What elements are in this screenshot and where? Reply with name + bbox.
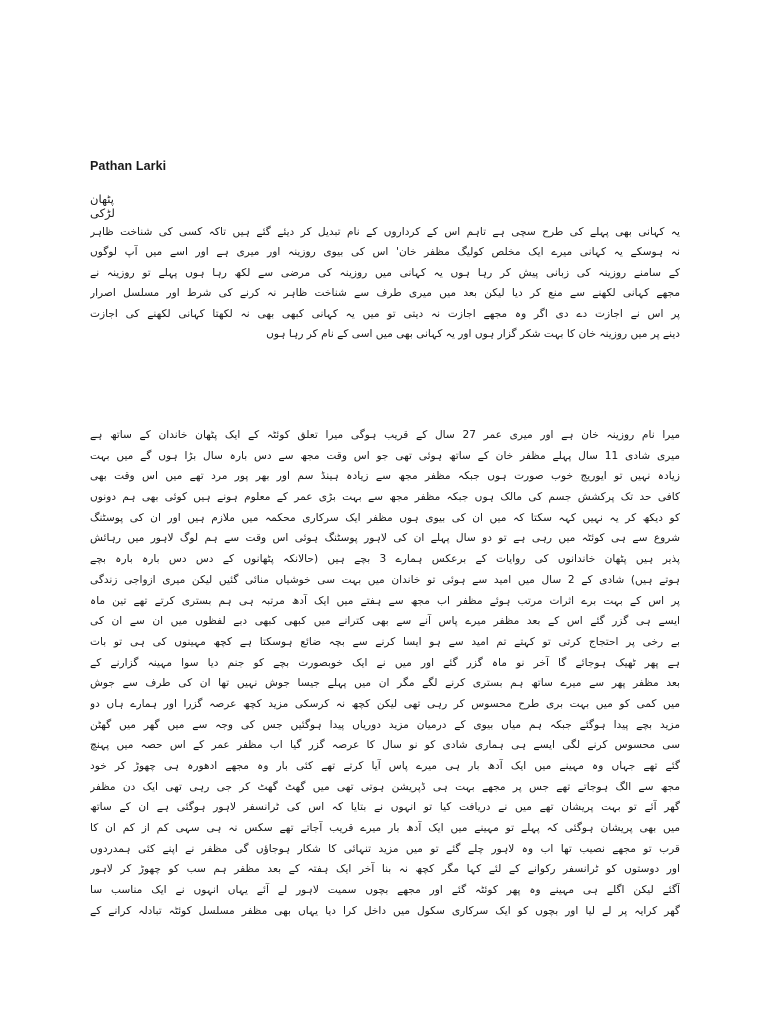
story-line: پر اس کے بہت برے اثرات مرتب ہوئے مظفر اب مجھ سے ہفتے میں ایک آدھ مرتبہ ہی ہم بستری کرتے تھے تین ماہ: [90, 594, 680, 607]
intro-line: کے سامنے روزینہ کی زبانی پیش کر رہا ہوں یہ کہانی میں روزینہ کی مرضی سے لکھ رہا ہوں پہلے تو روزینہ نے: [90, 266, 680, 279]
story-line: میرا نام روزینہ خان ہے اور میری عمر 27 سال کے قریب ہوگی میرا تعلق کوئٹہ کے ایک پٹھان خاندان کے ساتھ ہے: [90, 429, 680, 441]
story-line: گھر آئے تو بہت پریشان تھے میں نے دریافت کیا تو انہوں نے بتایا کہ اس کی ٹرانسفر لاہور ہوگئی ہے ان کے ساتھ: [90, 801, 680, 814]
story-line: گئے تھے جہاں وہ مہینے میں ایک آدھ بار ہی میرے پاس آیا کرتے تھے کئی بار وہ مجھے ادھورہ ہی چھوڑ کر خود: [90, 760, 680, 772]
intro-line: نہ ہوسکے یہ کہانی میرے ایک مخلص کولیگ مظفر خان' اس کی بیوی روزینہ اور میری ہے اور اسے میں آپ لوگوں: [90, 246, 680, 259]
story-paragraph: [90, 425, 680, 922]
story-line: شروع سے ہی کوئٹہ میں رہی ہے تو دو سال پہلے ان کی لاہور پوسٹنگ ہوئی اس وقت سے ہم لوگ لاہور میں رہائش: [90, 532, 680, 545]
story-line: ہوتے ہیں) شادی کے 2 سال میں امید سے ہوئی تو خاندان میں بہت سی خوشیاں منائی گئیں لیکن میری ازواجی زندگی: [90, 573, 680, 586]
story-line: زیادہ نہیں تو ایوریج خوب صورت ہوں جبکہ مظفر مجھ سے زیادہ ہینڈ سم اور بھر پور مرد تھے میں اس وقت بھی: [90, 470, 680, 483]
intro-line: مجھے کہانی لکھنے سے منع کر دیا لیکن بعد میں میری طرف سے شناخت ظاہر نہ کرنے کی شرط اور مسلسل اصرار: [90, 287, 680, 300]
story-line: کافی حد تک پرکشش جسم کی مالک ہوں جبکہ مظفر مجھ سے بہت بڑی عمر کے معلوم ہونے ہیں کوئی بھی ہم دونوں: [90, 491, 680, 504]
story-line: بے رخی پر احتجاج کرتی تو کہتے تم امید سے ہو ایسا کرنے سے بچہ ضائع ہوسکتا ہے کچھ مہینوں کی ہی تو بات: [90, 635, 680, 648]
story-line: اور دوستوں کو ٹرانسفر رکوانے کے لئے کہا مگر کچھ نہ بنا آخر ایک ہفتہ کے بعد مظفر ہم سب کو چھوڑ کر لاہور: [90, 863, 680, 876]
story-line: سی محسوس کرنے لگی ایسے ہی ہماری شادی کو نو سال کا عرصہ گزر گیا اب مظفر عمر کے اس حصہ میں پہنچ: [90, 739, 680, 752]
story-line: کو دیکھ کر یہ نہیں کہہ سکتا کہ میں ان کی بیوی ہوں مظفر ایک سرکاری محکمہ میں ملازم ہیں اور ان کی پوسٹنگ: [90, 511, 680, 524]
story-line: ایسے ہی گزر گئے اس کے بعد مظفر میرے پاس آنے سے بھی کترانے میں کبھی کبھی دبے لفظوں میں ان سے ان کی: [90, 615, 680, 628]
story-line: قرب تو مجھے نصیب تھا اب وہ لاہور چلے گئے تو میں مزید تنہائی کا شکار ہوجاؤں گی مظفر نے اپنے کئی ہمدردوں: [90, 842, 680, 855]
intro-line: دینے پر میں روزینہ خان کا بہت شکر گزار ہوں اور یہ کہانی بھی میں اسی کے نام کر رہا ہوں: [266, 327, 680, 340]
story-line: مجھ سے الگ ہوجاتے تھے جس پر مجھے بہت ہی ڈپریشن ہوتی تھی میں گھٹ گھٹ کر جی رہی تھی ایک دن مظفر: [90, 780, 680, 793]
story-line: میری شادی 11 سال پہلے مظفر خان کے ساتھ ہوئی تھی جو اس وقت مجھ سے دس بارہ سال بڑا ہوں گے میں بہت: [90, 449, 680, 462]
intro-line: یہ کہانی بھی پہلے کی طرح سچی ہے تاہم اس کے کرداروں کے نام تبدیل کر دیئے گئے ہیں تاکہ کسی کی شناخت ظاہر: [90, 226, 680, 238]
intro-line: پر اس نے اجازت دے دی اگر وہ مجھے اجازت نہ دیتی تو میں یہ کہانی کبھی بھی نہ لکھتا کہانی لکھنے کی اجازت: [90, 307, 680, 320]
urdu-title: پٹھان لڑکی: [90, 192, 115, 220]
story-line: پذیر ہیں پٹھان خاندانوں کی روایات کے برعکس ہمارے 3 بچے ہیں (حالانکہ پٹھانوں کے دس دس بارہ بارہ بچے: [90, 553, 680, 566]
story-line: مزید بچے پیدا ہوگئے جبکہ ہم میاں بیوی کے درمیان مزید دوریاں پیدا ہوگئیں جس کی وجہ سے میں گھر میں گھٹن: [90, 718, 680, 731]
story-line: بعد مظفر پھر سے میرے ساتھ ہم بستری کرنے لگے مگر ان میں پہلے جیسا جوش نہیں تھا ان کی طرف سے جوش: [90, 677, 680, 690]
story-line: میں کمی کو میں بہت بری طرح محسوس کر رہی تھی لیکن کچھ نہ کرسکی مزید کچھ عرصہ گزرا اور ہمارے ہاں دو: [90, 697, 680, 710]
story-line: ہے پھر ٹھیک ہوجائے گا آخر نو ماہ گزر گئے اور میں نے ایک خوبصورت بچے کو جنم دیا سوا مہینہ گزارنے کے: [90, 656, 680, 669]
story-line: گھر کرایہ پر لے لیا اور بچوں کو ایک سرکاری سکول میں داخل کرا دیا یہاں بھی مظفر مسلسل کوئٹہ تبادلہ کرانے کے: [90, 904, 680, 917]
intro-paragraph: [90, 222, 680, 344]
story-line: میں بھی پریشان ہوگئی کہ پہلے تو مہینے میں ایک آدھ بار میرے قریب آجاتے تھے سکس نہ ہی سہی کم از کم ان کا: [90, 822, 680, 835]
document-title: Pathan Larki: [90, 159, 167, 173]
story-line: آگئے لیکن اگلے ہی مہینے وہ پھر کوئٹہ گئے اور مجھے بچوں سمیت لاہور لے آئے یہاں انہوں نے ایک مناسب سا: [90, 884, 680, 897]
